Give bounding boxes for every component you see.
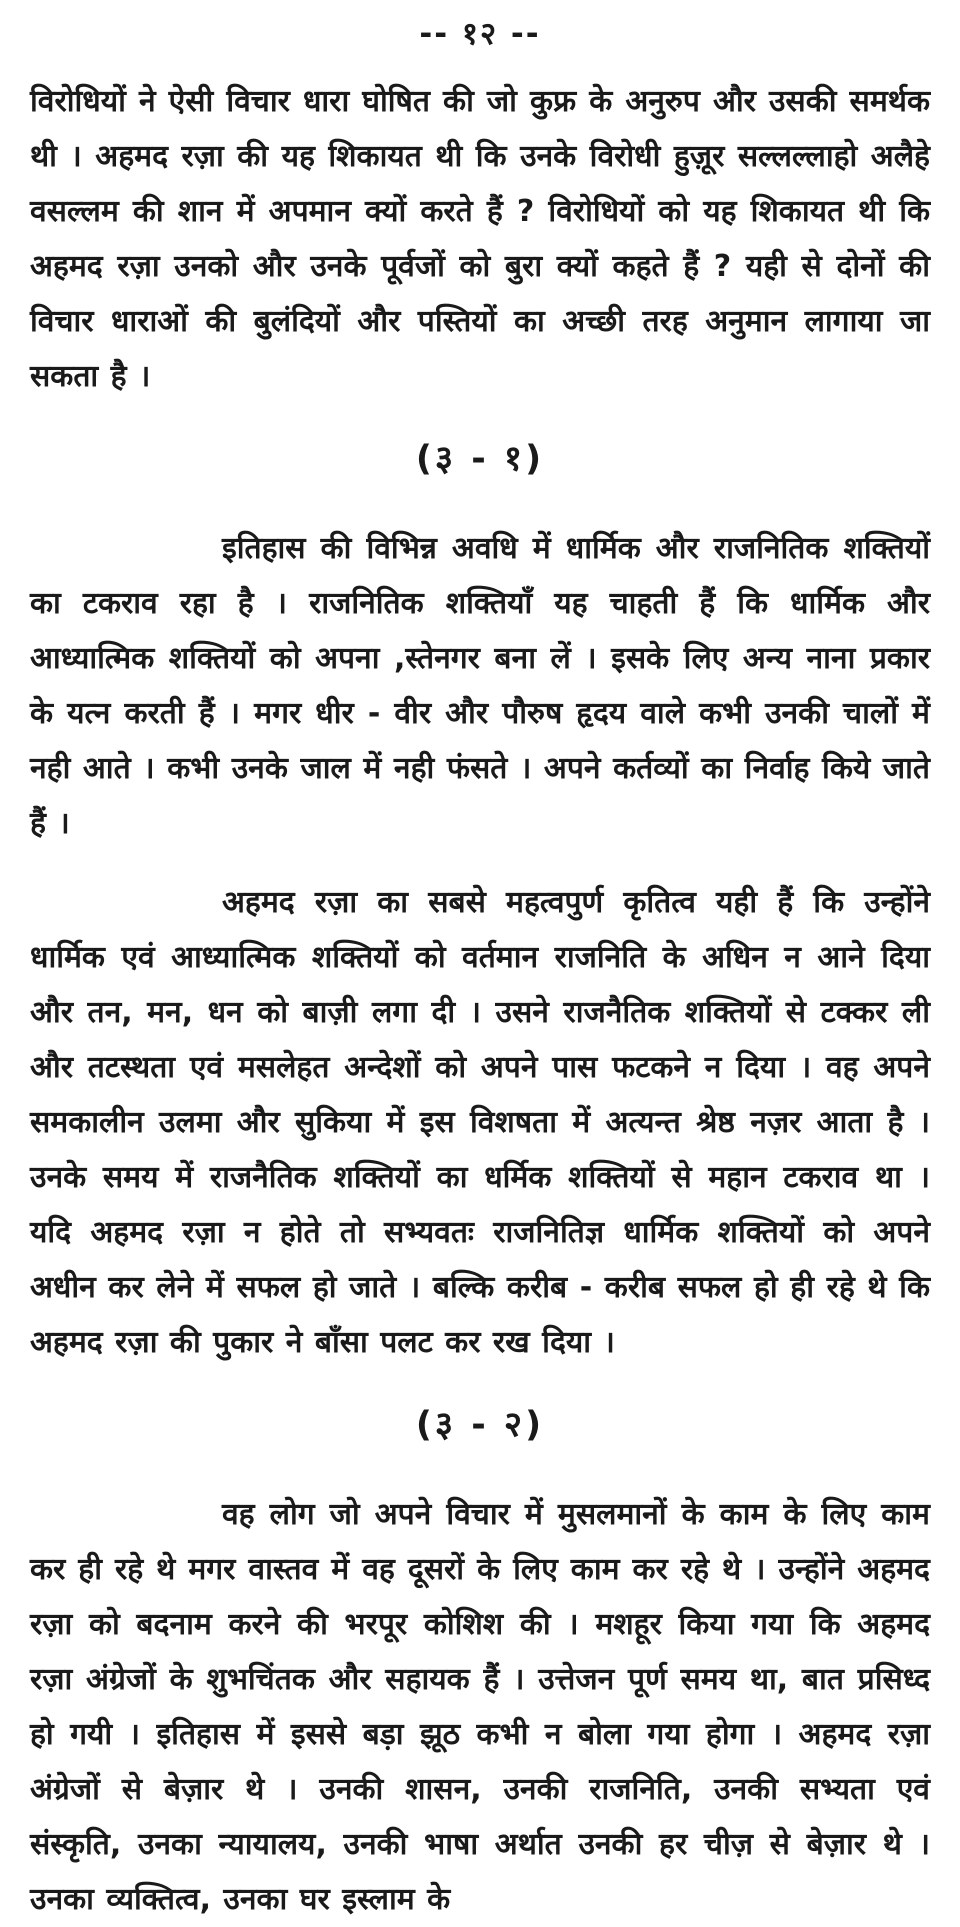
paragraph-intro: विरोधियों ने ऐसी विचार धारा घोषित की जो कुफ्र के अनुरुप और उसकी समर्थक थी । अहमद रज़ा की यह शिकायत थी कि उनके विरोधी हुज़ूर सल्लल्लाहो अलैहे वसल्लम की शान में अपमान क्यों करते हैं ? विरोधियों को यह शिकायत थी कि अहमद रज़ा उनको और उनके पूर्वजों को बुरा क्यों कहते हैं ? यही से दोनों की विचार धाराओं की बुलंदियों और पस्तियों का अच्छी तरह अनुमान लागाया जा सकता है । [30,84,930,394]
paragraph-section-3-2: वह लोग जो अपने विचार में मुसलमानों के काम के लिए काम कर ही रहे थे मगर वास्तव में वह दूसरों के लिए काम कर रहे थे । उन्होंने अहमद रज़ा को बदनाम करने की भरपूर कोशिश की । मशहूर किया गया कि अहमद रज़ा अंग्रेजों के शुभचिंतक और सहायक हैं । उत्तेजन पूर्ण समय था, बात प्रसिध्द हो गयी । इतिहास में इससे बड़ा झूठ कभी न बोला गया होगा । अहमद रज़ा अंग्रेजों से बेज़ार थे । उनकी शासन, उनकी राजनिति, उनकी सभ्यता एवं संस्कृति, उनका न्यायालय, उनकी भाषा अर्थात उनकी हर चीज़ से बेज़ार थे । उनका व्यक्तित्व, उनका घर इस्लाम के [30,1497,930,1917]
paragraph-section-3-1-first: इतिहास की विभिन्न अवधि में धार्मिक और राजनितिक शक्तियों का टकराव रहा है । राजनितिक शक्तियाँ यह चाहती हैं कि धार्मिक और आध्यात्मिक शक्तियों को अपना ,स्तेनगर बना लें । इसके लिए अन्य नाना प्रकार के यत्न करती हैं । मगर धीर - वीर और पौरुष हृदय वाले कभी उनकी चालों में नही आते । कभी उनके जाल में नही फंसते । अपने कर्तव्यों का निर्वाह किये जाते हैं । [30,531,930,841]
section-heading-3-2: (३ - २) [415,1405,545,1445]
section-heading-3-1: (३ - १) [415,439,545,479]
page-number: -- १२ -- [419,16,541,52]
paragraph-section-3-1-second: अहमद रज़ा का सबसे महत्वपुर्ण कृतित्व यही हैं कि उन्होंने धार्मिक एवं आध्यात्मिक शक्तियों को वर्तमान राजनिति के अधिन न आने दिया और तन, मन, धन को बाज़ी लगा दी । उसने राजनैतिक शक्तियों से टक्कर ली और तटस्थता एवं मसलेहत अन्देशों को अपने पास फटकने न दिया । वह अपने समकालीन उलमा और सुकिया में इस विशषता में अत्यन्त श्रेष्ठ नज़र आता है । उनके समय में राजनैतिक शक्तियों का धर्मिक शक्तियों से महान टकराव था । यदि अहमद रज़ा न होते तो सभ्यवतः राजनितिज्ञ धार्मिक शक्तियों को अपने अधीन कर लेने में सफल हो जाते । बल्कि करीब - करीब सफल हो ही रहे थे कि अहमद रज़ा की पुकार ने बाँसा पलट कर रख दिया । [30,885,930,1360]
